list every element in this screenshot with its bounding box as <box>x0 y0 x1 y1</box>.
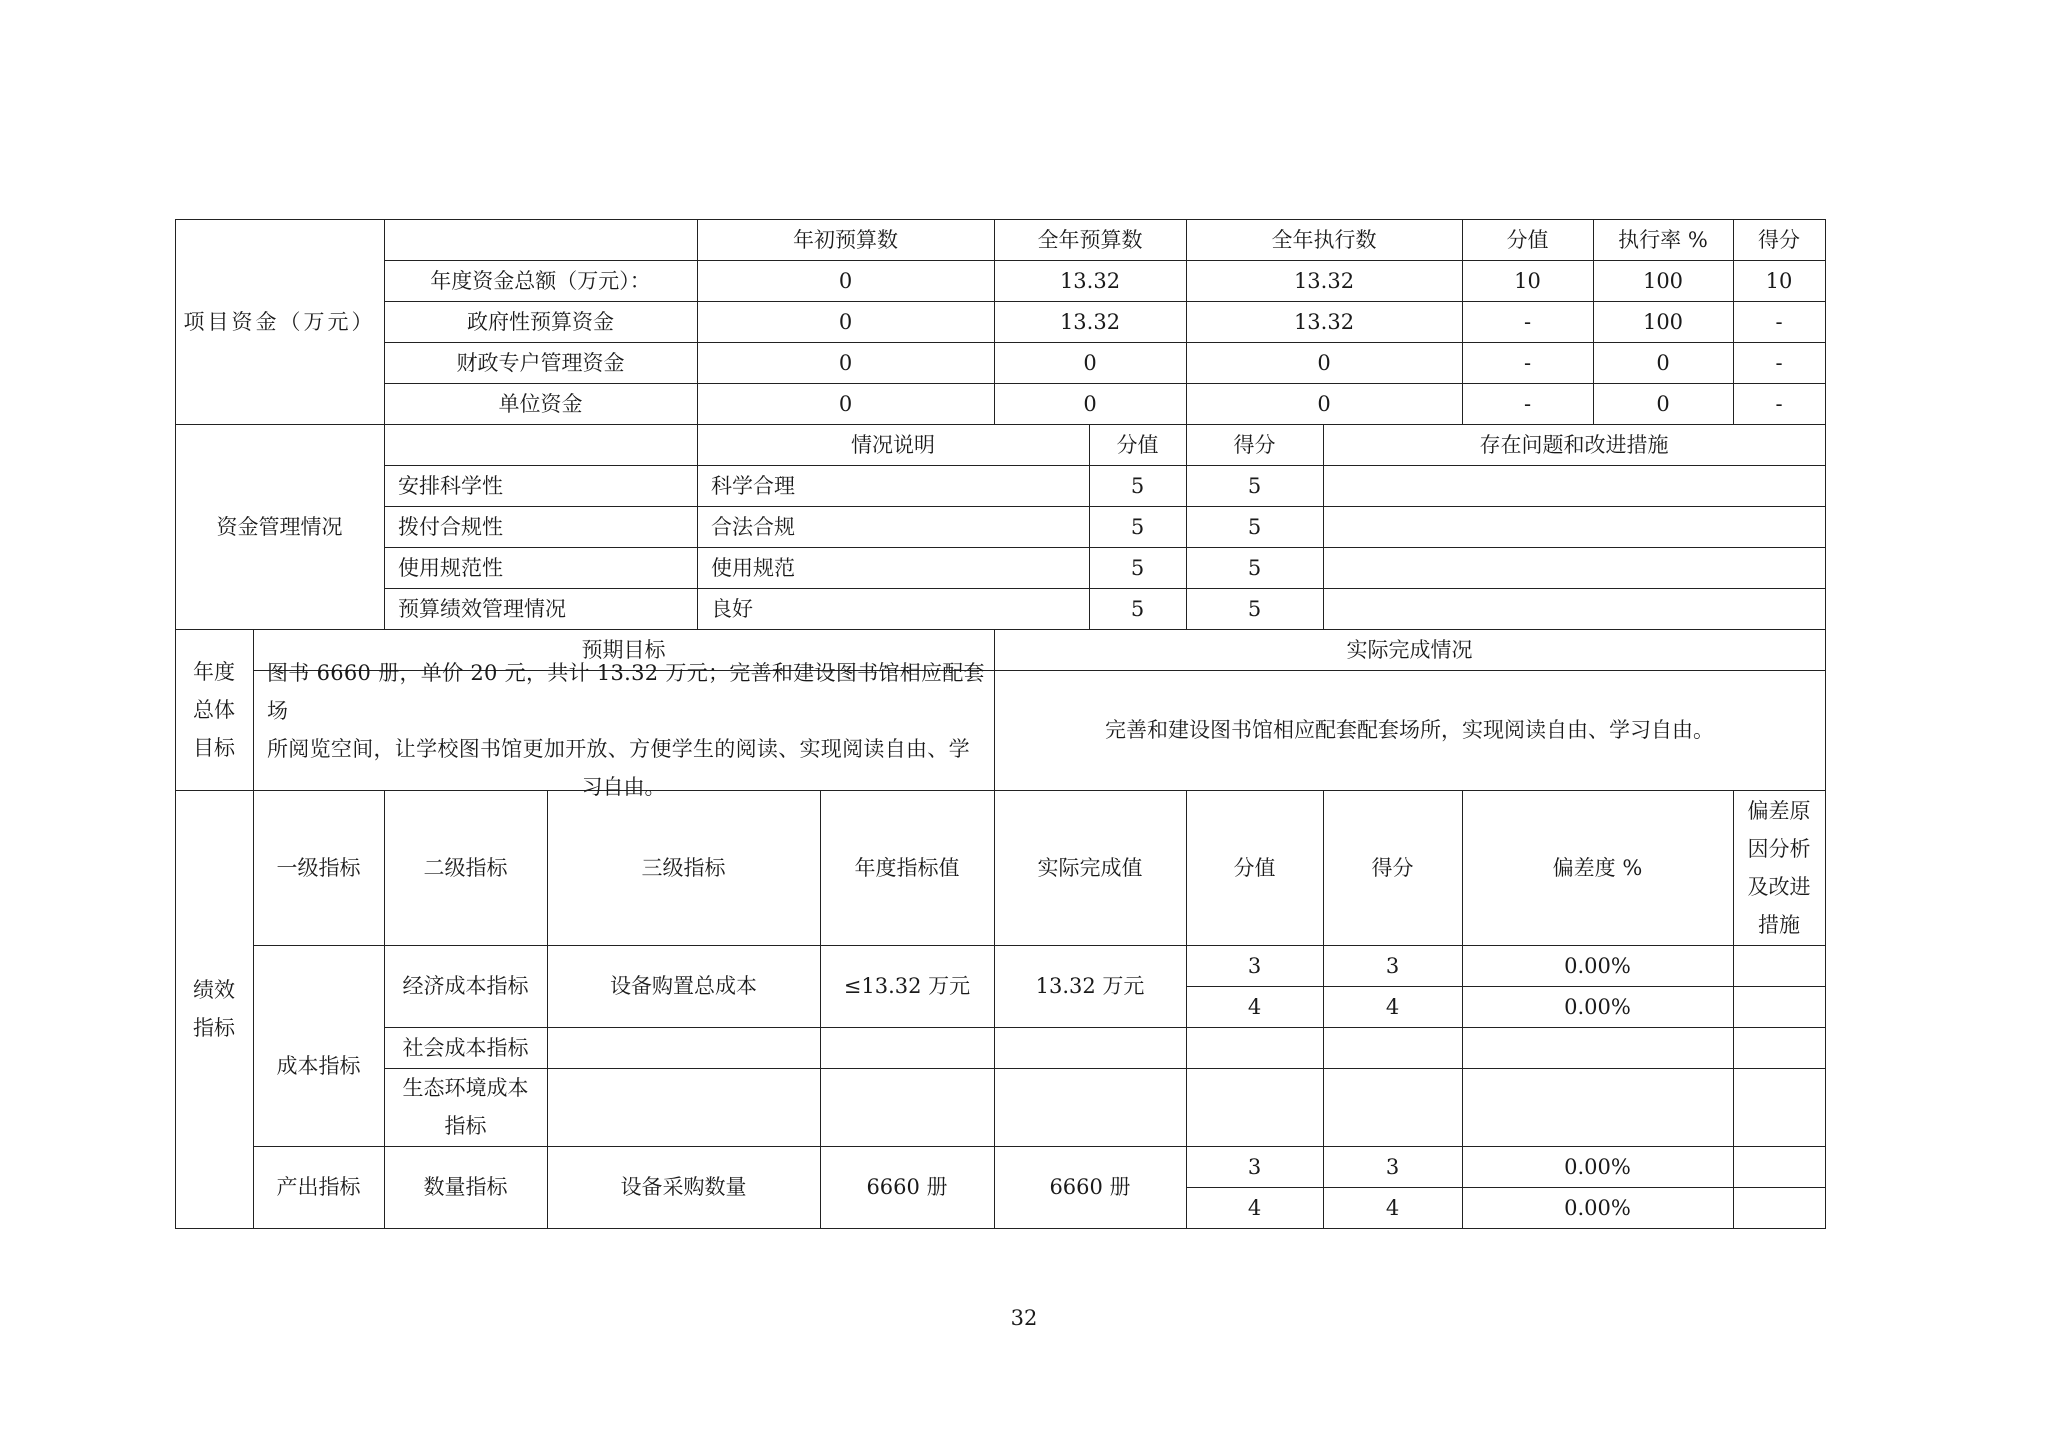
management-score: 5 <box>1130 555 1145 580</box>
funds-cell: 13.32 <box>1059 268 1121 293</box>
output-reason <box>1733 1146 1825 1187</box>
funds-row-label: 政府性预算资金 <box>467 309 614 334</box>
economic-deviation: 0.00% <box>1564 994 1631 1019</box>
social-cost-level2: 社会成本指标 <box>402 1035 529 1060</box>
header-deviation: 偏差度 % <box>1552 855 1643 880</box>
management-item: 安排科学性 <box>398 473 503 498</box>
expected-goal-line: 所阅览空间，让学校图书馆更加开放、方便学生的阅读、实现阅读自由、学 <box>267 737 970 761</box>
eco-cost-line: 生态环境成本 <box>402 1076 529 1100</box>
funds-cell: 100 <box>1642 268 1684 293</box>
funds-cell: 13.32 <box>1293 309 1355 334</box>
funds-section-title: 项目资金（万元） <box>183 309 376 334</box>
expected-goal-line: 习自由。 <box>581 775 666 799</box>
funds-cell: 0 <box>1083 350 1097 375</box>
funds-cell: 0 <box>1656 391 1670 416</box>
expected-goal-text <box>253 661 994 799</box>
output-score: 3 <box>1247 1154 1262 1179</box>
funds-cell: 0 <box>1656 350 1670 375</box>
output-score: 4 <box>1247 1195 1262 1220</box>
funds-cell: 0 <box>1317 350 1331 375</box>
funds-header-executed: 全年执行数 <box>1271 227 1377 252</box>
performance-section-title <box>175 790 253 1228</box>
header-reason-line: 因分析 <box>1747 836 1811 861</box>
expected-goal-header: 预期目标 <box>581 637 666 662</box>
economic-got: 4 <box>1385 994 1400 1019</box>
management-header-desc: 情况说明 <box>851 432 935 457</box>
output-level2: 数量指标 <box>423 1175 508 1199</box>
management-score: 5 <box>1130 514 1145 539</box>
funds-cell: - <box>1775 309 1783 334</box>
funds-cell: 13.32 <box>1059 309 1121 334</box>
funds-cell: - <box>1523 309 1532 334</box>
management-issue <box>1323 465 1825 506</box>
funds-cell: - <box>1775 391 1783 416</box>
header-reason <box>1733 790 1825 945</box>
economic-score: 4 <box>1247 994 1262 1019</box>
cost-level1: 成本指标 <box>276 1053 361 1078</box>
economic-reason <box>1733 945 1825 986</box>
economic-reason <box>1733 986 1825 1027</box>
management-section-title: 资金管理情况 <box>216 514 343 539</box>
expected-goal-line: 图书 6660 册，单价 20 元，共计 13.32 万元；完善和建设图书馆相应配套场 <box>267 661 985 723</box>
funds-header-got: 得分 <box>1758 227 1800 252</box>
header-level3: 三级指标 <box>641 855 726 880</box>
economic-got: 3 <box>1385 953 1400 978</box>
funds-cell: - <box>1775 350 1783 375</box>
eco-cost-level2 <box>384 1068 547 1146</box>
performance-title-line: 指标 <box>193 1016 235 1040</box>
management-item: 使用规范性 <box>398 555 503 580</box>
management-score: 5 <box>1130 473 1145 498</box>
output-got: 4 <box>1385 1195 1400 1220</box>
funds-row-label: 财政专户管理资金 <box>456 350 625 375</box>
actual-completion-header: 实际完成情况 <box>1346 637 1473 662</box>
funds-cell: 13.32 <box>1293 268 1355 293</box>
header-got: 得分 <box>1371 855 1414 880</box>
output-actual: 6660 册 <box>1049 1175 1131 1199</box>
output-reason <box>1733 1187 1825 1228</box>
header-level2: 二级指标 <box>423 855 508 880</box>
annual-goal-section-title <box>175 629 253 790</box>
economic-cost-level3: 设备购置总成本 <box>610 974 757 998</box>
management-issue <box>1323 506 1825 547</box>
header-reason-line: 及改进 <box>1747 874 1811 899</box>
output-level3: 设备采购数量 <box>620 1175 747 1199</box>
economic-deviation: 0.00% <box>1564 953 1631 978</box>
output-deviation: 0.00% <box>1564 1195 1631 1220</box>
management-score: 5 <box>1130 596 1145 621</box>
page-number: 32 <box>1010 1306 1038 1330</box>
annual-goal-title-line: 总体 <box>193 697 235 722</box>
output-target: 6660 册 <box>866 1175 948 1199</box>
output-deviation: 0.00% <box>1564 1154 1631 1179</box>
economic-cost-target: ≤13.32 万元 <box>843 974 971 998</box>
funds-header-score: 分值 <box>1506 227 1549 252</box>
management-got: 5 <box>1247 555 1262 580</box>
performance-title-line: 绩效 <box>193 978 235 1002</box>
funds-cell: - <box>1523 350 1532 375</box>
funds-row-label: 单位资金 <box>498 391 583 416</box>
management-issue <box>1323 547 1825 588</box>
header-target: 年度指标值 <box>854 855 960 880</box>
funds-cell: 0 <box>1083 391 1097 416</box>
management-got: 5 <box>1247 596 1262 621</box>
funds-cell: 10 <box>1765 268 1793 293</box>
header-reason-line: 措施 <box>1758 912 1800 937</box>
management-got: 5 <box>1247 514 1262 539</box>
economic-cost-level2: 经济成本指标 <box>402 974 529 998</box>
economic-score: 3 <box>1247 953 1262 978</box>
funds-cell: 10 <box>1514 268 1541 293</box>
eco-cost-line: 指标 <box>444 1114 487 1138</box>
funds-header-initial: 年初预算数 <box>793 227 898 252</box>
annual-goal-title-line: 目标 <box>193 735 235 760</box>
management-desc: 科学合理 <box>711 473 795 498</box>
funds-header-annual: 全年预算数 <box>1037 227 1143 252</box>
funds-header-rate: 执行率 % <box>1618 227 1708 252</box>
economic-cost-actual: 13.32 万元 <box>1035 974 1145 998</box>
management-item: 预算绩效管理情况 <box>398 596 566 621</box>
management-header-score: 分值 <box>1116 432 1159 457</box>
header-reason-line: 偏差原 <box>1747 798 1811 823</box>
funds-cell: 100 <box>1642 309 1684 334</box>
management-header-got: 得分 <box>1233 432 1276 457</box>
annual-goal-title-line: 年度 <box>193 659 235 684</box>
management-desc: 合法合规 <box>711 514 795 539</box>
management-item: 拨付合规性 <box>398 514 503 539</box>
funds-cell: 0 <box>838 350 853 375</box>
management-desc: 使用规范 <box>711 555 795 580</box>
header-level1: 一级指标 <box>276 855 361 880</box>
funds-row-label: 年度资金总额（万元）： <box>430 268 651 293</box>
management-desc: 良好 <box>711 596 753 621</box>
funds-cell: - <box>1523 391 1532 416</box>
output-level1: 产出指标 <box>276 1175 361 1199</box>
management-got: 5 <box>1247 473 1262 498</box>
management-header-issue: 存在问题和改进措施 <box>1479 432 1669 457</box>
header-score: 分值 <box>1233 855 1276 880</box>
actual-completion-text: 完善和建设图书馆相应配套配套场所，实现阅读自由、学习自由。 <box>1105 718 1714 742</box>
funds-cell: 0 <box>838 309 853 334</box>
funds-cell: 0 <box>838 391 853 416</box>
output-got: 3 <box>1385 1154 1400 1179</box>
funds-cell: 0 <box>838 268 853 293</box>
header-actual: 实际完成值 <box>1037 855 1143 880</box>
funds-cell: 0 <box>1317 391 1331 416</box>
management-issue <box>1323 588 1825 629</box>
